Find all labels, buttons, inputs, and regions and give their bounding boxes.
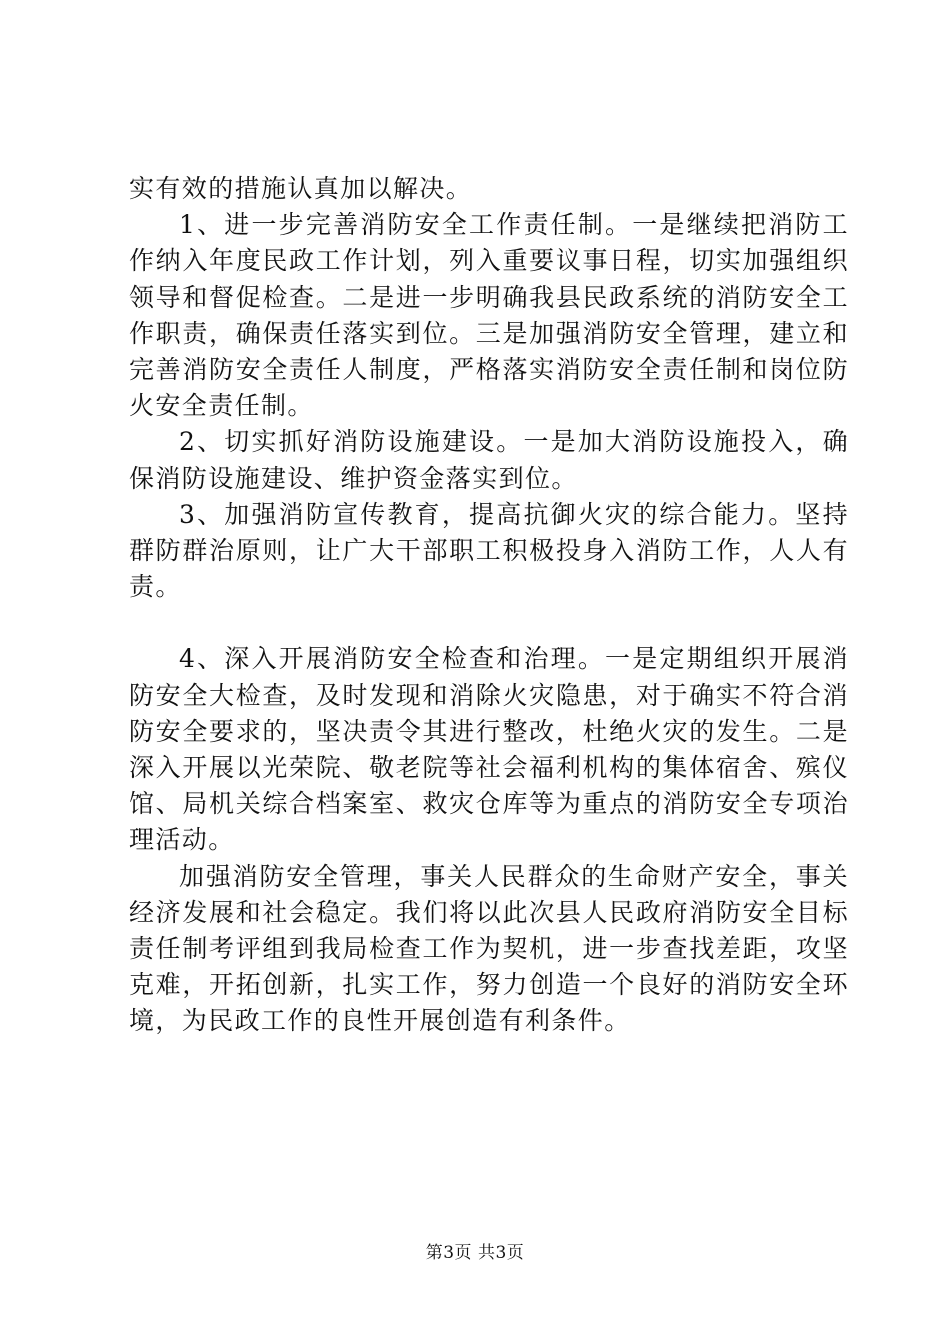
paragraph-conclusion: 加强消防安全管理，事关人民群众的生命财产安全，事关经济发展和社会稳定。我们将以此次县人民政府消防安全目标责任制考评组到我局检查工作为契机，进一步查找差距，攻坚克难，开拓创新，扎实工作，努力创造一个良好的消防安全环境，为民政工作的良性开展创造有利条件。 <box>129 861 849 1036</box>
paragraph-item-4: 4、深入开展消防安全检查和治理。一是定期组织开展消防安全大检查，及时发现和消除火灾隐患，对于确实不符合消防安全要求的，坚决责令其进行整改，杜绝火灾的发生。二是深入开展以光荣院、敬老院等社会福利机构的集体宿舍、殡仪馆、局机关综合档案室、救灾仓库等为重点的消防安全专项治理活动。 <box>129 644 849 855</box>
document-body <box>129 171 849 1040</box>
paragraph-continuation: 实有效的措施认真加以解决。 <box>129 174 473 203</box>
paragraph-item-1: 1、进一步完善消防安全工作责任制。一是继续把消防工作纳入年度民政工作计划，列入重要议事日程，切实加强组织领导和督促检查。二是进一步明确我县民政系统的消防安全工作职责，确保责任落实到位。三是加强消防安全管理，建立和完善消防安全责任人制度，严格落实消防安全责任制和岗位防火安全责任制。 <box>129 210 849 421</box>
page-footer: 第3页 共3页 <box>425 1243 525 1263</box>
paragraph-item-3: 3、加强消防宣传教育，提高抗御火灾的综合能力。坚持群防群治原则，让广大干部职工积极投身入消防工作，人人有责。 <box>129 499 849 602</box>
paragraph-item-2: 2、切实抓好消防设施建设。一是加大消防设施投入，确保消防设施建设、维护资金落实到位。 <box>129 427 849 493</box>
